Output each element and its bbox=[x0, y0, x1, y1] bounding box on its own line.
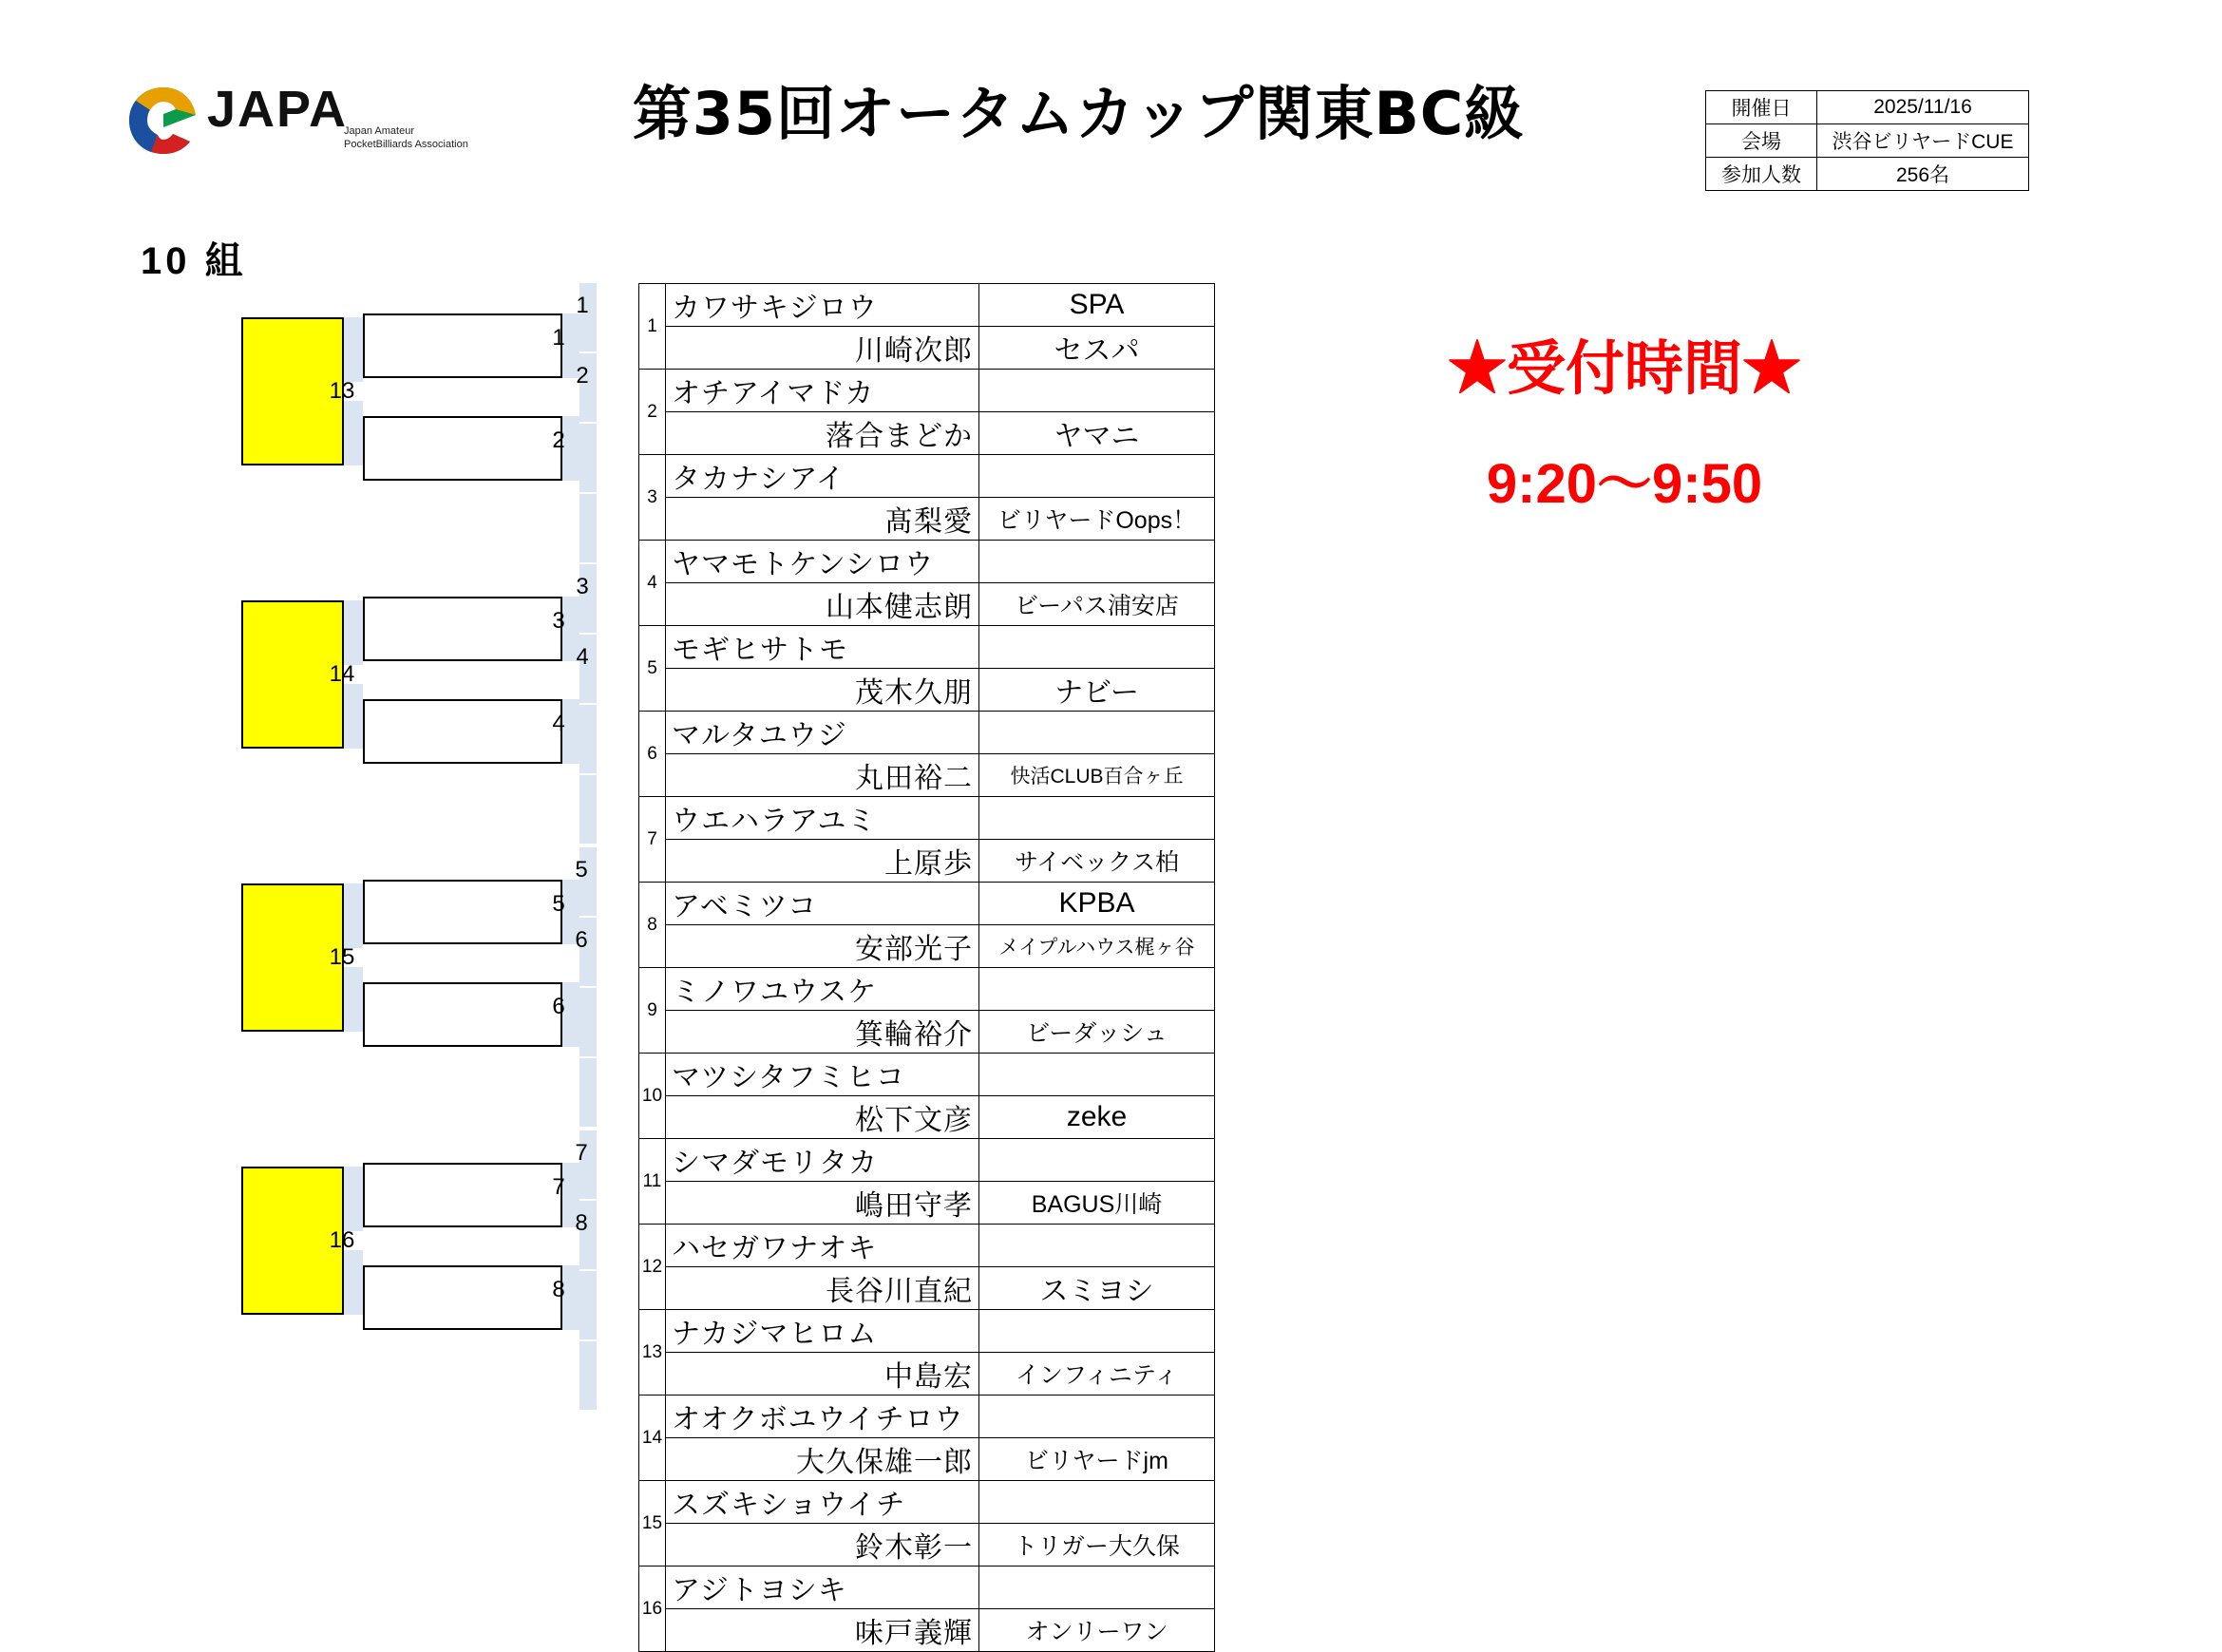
table-row bbox=[639, 284, 1215, 327]
player-club: ビリヤードOops！ bbox=[979, 498, 1215, 541]
player-kana: マルタユウジ bbox=[666, 712, 979, 754]
bracket-round3-number: 15 bbox=[329, 944, 355, 970]
table-row bbox=[639, 1225, 1215, 1267]
player-kana: タカナシアイ bbox=[666, 455, 979, 498]
bracket-round1-number: 8 bbox=[575, 1210, 588, 1236]
player-kanji: 味戸義輝 bbox=[666, 1609, 979, 1652]
table-row bbox=[639, 1011, 1215, 1054]
player-kanji: 上原歩 bbox=[666, 840, 979, 883]
bracket-round2-number: 7 bbox=[552, 1174, 565, 1200]
bracket-round2-number: 3 bbox=[552, 608, 565, 634]
player-club: スミヨシ bbox=[979, 1267, 1215, 1310]
table-row bbox=[639, 1438, 1215, 1481]
reception-title: ★受付時間★ bbox=[1447, 336, 1801, 402]
table-row bbox=[639, 626, 1215, 669]
player-kana: マツシタフミヒコ bbox=[666, 1054, 979, 1096]
bracket-match-box bbox=[363, 1265, 562, 1330]
japa-logo bbox=[123, 78, 468, 163]
bracket-round2-number: 2 bbox=[552, 427, 565, 453]
table-row bbox=[639, 541, 1215, 583]
group-label: 10 組 bbox=[141, 240, 247, 282]
player-kanji: 茂木久朋 bbox=[666, 669, 979, 712]
table-row bbox=[639, 669, 1215, 712]
player-club-kana bbox=[979, 797, 1215, 840]
bracket-match-box bbox=[363, 982, 562, 1047]
table-row bbox=[639, 412, 1215, 455]
info-value-venue: 渋谷ビリヤードCUE bbox=[1817, 124, 2029, 158]
bracket-round3-number: 16 bbox=[329, 1227, 355, 1253]
table-row bbox=[639, 754, 1215, 797]
player-club: ビリヤードjm bbox=[979, 1438, 1215, 1481]
player-kana: シマダモリタカ bbox=[666, 1139, 979, 1182]
player-club: セスパ bbox=[979, 327, 1215, 370]
player-club-kana bbox=[979, 712, 1215, 754]
player-seed: 5 bbox=[639, 626, 666, 712]
bracket-connector bbox=[579, 705, 597, 773]
info-value-date: 2025/11/16 bbox=[1817, 91, 2029, 124]
player-seed: 7 bbox=[639, 797, 666, 883]
player-kanji: 鈴木彰一 bbox=[666, 1524, 979, 1567]
player-kana: オチアイマドカ bbox=[666, 370, 979, 412]
bracket-connector bbox=[344, 600, 363, 665]
table-row bbox=[639, 1353, 1215, 1396]
bracket-connector bbox=[344, 967, 363, 1032]
player-kanji: 中島宏 bbox=[666, 1353, 979, 1396]
bracket-connector bbox=[344, 1167, 363, 1231]
player-seed: 9 bbox=[639, 968, 666, 1054]
bracket-connector bbox=[579, 988, 597, 1056]
bracket-round2-number: 4 bbox=[552, 711, 565, 736]
table-row bbox=[1706, 91, 2029, 124]
player-kanji: 山本健志朗 bbox=[666, 583, 979, 626]
bracket-round1-number: 1 bbox=[576, 293, 589, 318]
bracket-connector bbox=[579, 1271, 597, 1339]
player-kana: アジトヨシキ bbox=[666, 1567, 979, 1609]
player-kana: カワサキジロウ bbox=[666, 284, 979, 327]
player-seed: 12 bbox=[639, 1225, 666, 1310]
player-seed: 13 bbox=[639, 1310, 666, 1396]
player-club: インフィニティ bbox=[979, 1353, 1215, 1396]
player-club-kana bbox=[979, 455, 1215, 498]
player-kana: アベミツコ bbox=[666, 883, 979, 925]
logo-subtitle-2: PocketBilliards Association bbox=[344, 139, 468, 150]
bracket-match-box bbox=[363, 416, 562, 481]
player-club-kana: SPA bbox=[979, 284, 1215, 327]
bracket-round1-number: 2 bbox=[576, 363, 589, 389]
table-row bbox=[639, 455, 1215, 498]
table-row bbox=[639, 1139, 1215, 1182]
japa-logo-mark bbox=[123, 84, 203, 158]
bracket-connector bbox=[344, 684, 363, 749]
bracket-match-box bbox=[363, 699, 562, 764]
player-kanji: 落合まどか bbox=[666, 412, 979, 455]
bracket-connector bbox=[344, 883, 363, 948]
player-club-kana bbox=[979, 1054, 1215, 1096]
table-row bbox=[639, 1567, 1215, 1609]
table-row bbox=[639, 883, 1215, 925]
player-kanji: 川崎次郎 bbox=[666, 327, 979, 370]
bracket-round1-number: 6 bbox=[575, 927, 588, 953]
player-kana: ヤマモトケンシロウ bbox=[666, 541, 979, 583]
logo-wordmark: JAPA bbox=[207, 81, 349, 138]
table-row bbox=[639, 1267, 1215, 1310]
table-row bbox=[639, 1524, 1215, 1567]
bracket-connector bbox=[579, 424, 597, 492]
player-club: ビーダッシュ bbox=[979, 1011, 1215, 1054]
bracket-match-box bbox=[363, 597, 562, 661]
player-club: オンリーワン bbox=[979, 1609, 1215, 1652]
player-club: 快活CLUB百合ヶ丘 bbox=[979, 754, 1215, 797]
info-label-date: 開催日 bbox=[1706, 91, 1817, 124]
logo-subtitle-1: Japan Amateur bbox=[344, 125, 414, 137]
player-kanji: 嶋田守孝 bbox=[666, 1182, 979, 1225]
player-kanji: 長谷川直紀 bbox=[666, 1267, 979, 1310]
event-info-table bbox=[1705, 90, 2029, 191]
table-row bbox=[639, 712, 1215, 754]
bracket-connector bbox=[344, 317, 363, 382]
bracket-round1-number: 4 bbox=[576, 644, 589, 670]
player-club-kana bbox=[979, 626, 1215, 669]
player-seed: 14 bbox=[639, 1396, 666, 1481]
player-club: ヤマニ bbox=[979, 412, 1215, 455]
bracket-round1-number: 3 bbox=[576, 574, 589, 599]
table-row bbox=[1706, 124, 2029, 158]
player-seed: 3 bbox=[639, 455, 666, 541]
player-club-kana bbox=[979, 1481, 1215, 1524]
player-seed: 15 bbox=[639, 1481, 666, 1567]
player-club-kana bbox=[979, 968, 1215, 1011]
player-club-kana bbox=[979, 541, 1215, 583]
player-seed: 1 bbox=[639, 284, 666, 370]
table-row bbox=[639, 498, 1215, 541]
table-row bbox=[639, 1609, 1215, 1652]
bracket-match-box bbox=[363, 313, 562, 378]
player-club: メイプルハウス梶ヶ谷 bbox=[979, 925, 1215, 968]
info-label-venue: 会場 bbox=[1706, 124, 1817, 158]
player-seed: 10 bbox=[639, 1054, 666, 1139]
player-kanji: 箕輪裕介 bbox=[666, 1011, 979, 1054]
player-club-kana bbox=[979, 1396, 1215, 1438]
player-kanji: 松下文彦 bbox=[666, 1096, 979, 1139]
bracket-round1-number: 5 bbox=[575, 857, 588, 883]
player-club-kana bbox=[979, 370, 1215, 412]
player-seed: 8 bbox=[639, 883, 666, 968]
player-seed: 6 bbox=[639, 712, 666, 797]
bracket-connector bbox=[579, 494, 597, 562]
bracket-round2-number: 6 bbox=[552, 994, 565, 1019]
player-kanji: 丸田裕二 bbox=[666, 754, 979, 797]
player-seed: 2 bbox=[639, 370, 666, 455]
bracket-connector bbox=[344, 401, 363, 465]
table-row bbox=[639, 1396, 1215, 1438]
player-seed: 4 bbox=[639, 541, 666, 626]
player-kana: オオクボユウイチロウ bbox=[666, 1396, 979, 1438]
player-seed: 16 bbox=[639, 1567, 666, 1652]
table-row bbox=[639, 1481, 1215, 1524]
player-kanji: 髙梨愛 bbox=[666, 498, 979, 541]
table-row bbox=[639, 840, 1215, 883]
player-club-kana bbox=[979, 1310, 1215, 1353]
bracket-match-box bbox=[363, 880, 562, 944]
table-row bbox=[639, 1054, 1215, 1096]
bracket-round3-number: 14 bbox=[329, 661, 355, 687]
bracket-match-box bbox=[363, 1163, 562, 1227]
table-row bbox=[1706, 158, 2029, 191]
table-row bbox=[639, 1310, 1215, 1353]
table-row bbox=[639, 1182, 1215, 1225]
table-row bbox=[639, 583, 1215, 626]
table-row bbox=[639, 797, 1215, 840]
info-value-participants: 256名 bbox=[1817, 158, 2029, 191]
bracket-round3-number: 13 bbox=[329, 378, 355, 404]
player-club: ビーパス浦安店 bbox=[979, 583, 1215, 626]
bracket-round2-number: 5 bbox=[552, 891, 565, 917]
bracket-connector bbox=[579, 1341, 597, 1410]
reception-time: 9:20〜9:50 bbox=[1486, 453, 1763, 515]
bracket-round2-number: 8 bbox=[552, 1277, 565, 1302]
player-kana: スズキショウイチ bbox=[666, 1481, 979, 1524]
player-kana: ハセガワナオキ bbox=[666, 1225, 979, 1267]
player-club-kana: KPBA bbox=[979, 883, 1215, 925]
bracket-connector bbox=[579, 775, 597, 844]
bracket-round1-number: 7 bbox=[575, 1140, 588, 1166]
bracket-connector bbox=[344, 1250, 363, 1315]
player-club: トリガー大久保 bbox=[979, 1524, 1215, 1567]
table-row bbox=[639, 925, 1215, 968]
player-club: ナビー bbox=[979, 669, 1215, 712]
player-club-kana bbox=[979, 1567, 1215, 1609]
player-club-kana bbox=[979, 1225, 1215, 1267]
table-row bbox=[639, 968, 1215, 1011]
player-seed: 11 bbox=[639, 1139, 666, 1225]
player-kana: ミノワユウスケ bbox=[666, 968, 979, 1011]
bracket-round2-number: 1 bbox=[552, 325, 565, 351]
player-club: zeke bbox=[979, 1096, 1215, 1139]
info-label-participants: 参加人数 bbox=[1706, 158, 1817, 191]
player-kanji: 安部光子 bbox=[666, 925, 979, 968]
table-row bbox=[639, 327, 1215, 370]
table-row bbox=[639, 370, 1215, 412]
player-kana: モギヒサトモ bbox=[666, 626, 979, 669]
bracket-connector bbox=[579, 1058, 597, 1127]
player-kanji: 大久保雄一郎 bbox=[666, 1438, 979, 1481]
page-title: 第35回オータムカップ関東BC級 bbox=[632, 79, 1525, 148]
player-club-kana bbox=[979, 1139, 1215, 1182]
player-kana: ウエハラアユミ bbox=[666, 797, 979, 840]
player-club: BAGUS川崎 bbox=[979, 1182, 1215, 1225]
player-club: サイベックス柏 bbox=[979, 840, 1215, 883]
player-kana: ナカジマヒロム bbox=[666, 1310, 979, 1353]
table-row bbox=[639, 1096, 1215, 1139]
players-table bbox=[638, 283, 1215, 1652]
